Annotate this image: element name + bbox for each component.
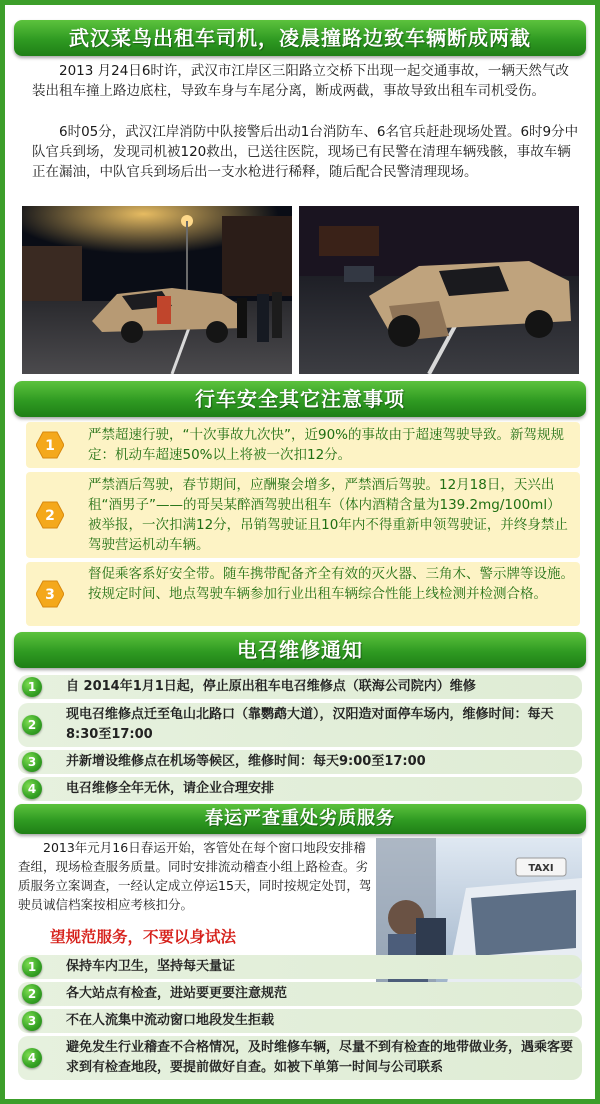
spring-item-2-text: 各大站点有检查，进站要更要注意规范 xyxy=(66,986,288,1001)
repair-item-3-text: 并新增设维修点在机场等候区，维修时间：每天9:00至17:00 xyxy=(66,754,426,769)
spring-body-text: 2013年元月16日春运开始，客管处在每个窗口地段安排稽查组，现场检查服务质量。同时安排流动稽查小组上路检查。劣质服务立案调查，一经认定成立停运15天，同时按规定处罚，驾驶员诚信档案按相应考核扣分。 xyxy=(18,840,372,912)
spring-item-4 xyxy=(18,1036,582,1080)
accident-photo-right xyxy=(299,206,579,374)
repair-item-4 xyxy=(18,777,582,801)
svg-text:2: 2 xyxy=(45,508,55,524)
number-dot-icon: 1 xyxy=(22,957,42,977)
spring-item-3 xyxy=(18,1009,582,1033)
svg-text:3: 3 xyxy=(45,587,55,603)
number-dot-icon: 3 xyxy=(22,1011,42,1031)
spring-item-1 xyxy=(18,955,582,979)
safety-item-1 xyxy=(26,422,580,468)
accident-photo-left-image xyxy=(22,206,292,374)
number-badge-icon xyxy=(36,580,64,608)
safety-heading: 行车安全其它注意事项 xyxy=(14,381,586,417)
spring-item-4-text: 避免发生行业稽查不合格情况，及时维修车辆，尽量不到有检查的地带做业务，遇乘客要求到有检查地段，要提前做好自查。如被下单第一时间与公司联系 xyxy=(66,1040,574,1075)
intro-paragraph-1 xyxy=(32,61,582,101)
safety-item-3-text: 督促乘客系好安全带。随车携带配备齐全有效的灭火器、三角木、警示牌等设施。按规定时间、地点驾驶车辆参加行业出租车辆综合性能上线检测并检测合格。 xyxy=(88,566,574,602)
repair-item-2-text: 现电召维修点迁至龟山北路口（靠鹦鹉大道），汉阳造对面停车场内，维修时间：每天8:30至17:00 xyxy=(66,707,554,742)
taxi-sign-text: TAXI xyxy=(528,863,554,874)
svg-text:1: 1 xyxy=(45,438,55,454)
repair-heading: 电召维修通知 xyxy=(14,632,586,668)
repair-item-1 xyxy=(18,675,582,699)
intro-paragraph-1-text: 2013 月24日6时许，武汉市江岸区三阳路立交桥下出现一起交通事故，一辆天然气改装出租车撞上路边底柱，导致车身与车尾分离，断成两截，事故导致出租车司机受伤。 xyxy=(32,63,569,99)
spring-item-3-text: 不在人流集中流动窗口地段发生拒载 xyxy=(66,1013,275,1028)
spring-item-1-text: 保持车内卫生，坚持每天量证 xyxy=(66,959,236,974)
note-pointer xyxy=(66,562,88,626)
safety-item-2-text: 严禁酒后驾驶，春节期间，应酬聚会增多，严禁酒后驾驶。12月18日，天兴出租“酒男子”——的哥吴某醉酒驾驶出租车（体内酒精含量为139.2mg/100ml）被举报，一次扣满12分，吊销驾驶证且10年内不得重新申领驾驶证，并终身禁止驾驶营运机动车辆。 xyxy=(88,477,568,553)
safety-item-2 xyxy=(26,472,580,558)
safety-item-3 xyxy=(26,562,580,626)
repair-item-1-text: 自 2014年1月1日起，停止原出租车电召维修点（联海公司院内）维修 xyxy=(66,679,476,694)
accident-photo-right-image xyxy=(299,206,579,374)
number-dot-icon: 1 xyxy=(22,677,42,697)
number-badge-icon xyxy=(36,501,64,529)
spring-body xyxy=(18,838,378,914)
number-dot-icon: 4 xyxy=(22,779,42,799)
number-badge-icon xyxy=(36,431,64,459)
note-pointer xyxy=(66,472,88,558)
repair-item-2 xyxy=(18,703,582,747)
spring-heading: 春运严查重处劣质服务 xyxy=(14,804,586,834)
repair-item-4-text: 电召维修全年无休，请企业合理安排 xyxy=(66,781,275,796)
number-dot-icon: 2 xyxy=(22,715,42,735)
spring-slogan: 望规范服务，不要以身试法 xyxy=(50,928,237,946)
intro-paragraph-2-text: 6时05分，武汉江岸消防中队接警后出动1台消防车、6名官兵赶赴现场处置。6时9分中队官兵到场，发现司机被120救出，已送往医院，现场已有民警在清理车辆残骸，事故车辆正在漏油，中队官兵到场后出一支水枪进行稀释，随后配合民警清理现场。 xyxy=(32,124,579,180)
number-dot-icon: 4 xyxy=(22,1048,42,1068)
note-pointer xyxy=(66,422,88,468)
accident-photo-left xyxy=(22,206,292,374)
repair-item-3 xyxy=(18,750,582,774)
number-dot-icon: 2 xyxy=(22,984,42,1004)
spring-item-2 xyxy=(18,982,582,1006)
safety-item-1-text: 严禁超速行驶，“十次事故九次快”，近90%的事故由于超速驾驶导致。新驾规规定：机动车超速50%以上将被一次扣12分。 xyxy=(88,427,564,463)
number-dot-icon: 3 xyxy=(22,752,42,772)
page-title: 武汉菜鸟出租车司机，凌晨撞路边致车辆断成两截 xyxy=(14,20,586,56)
intro-paragraph-2 xyxy=(32,122,582,182)
